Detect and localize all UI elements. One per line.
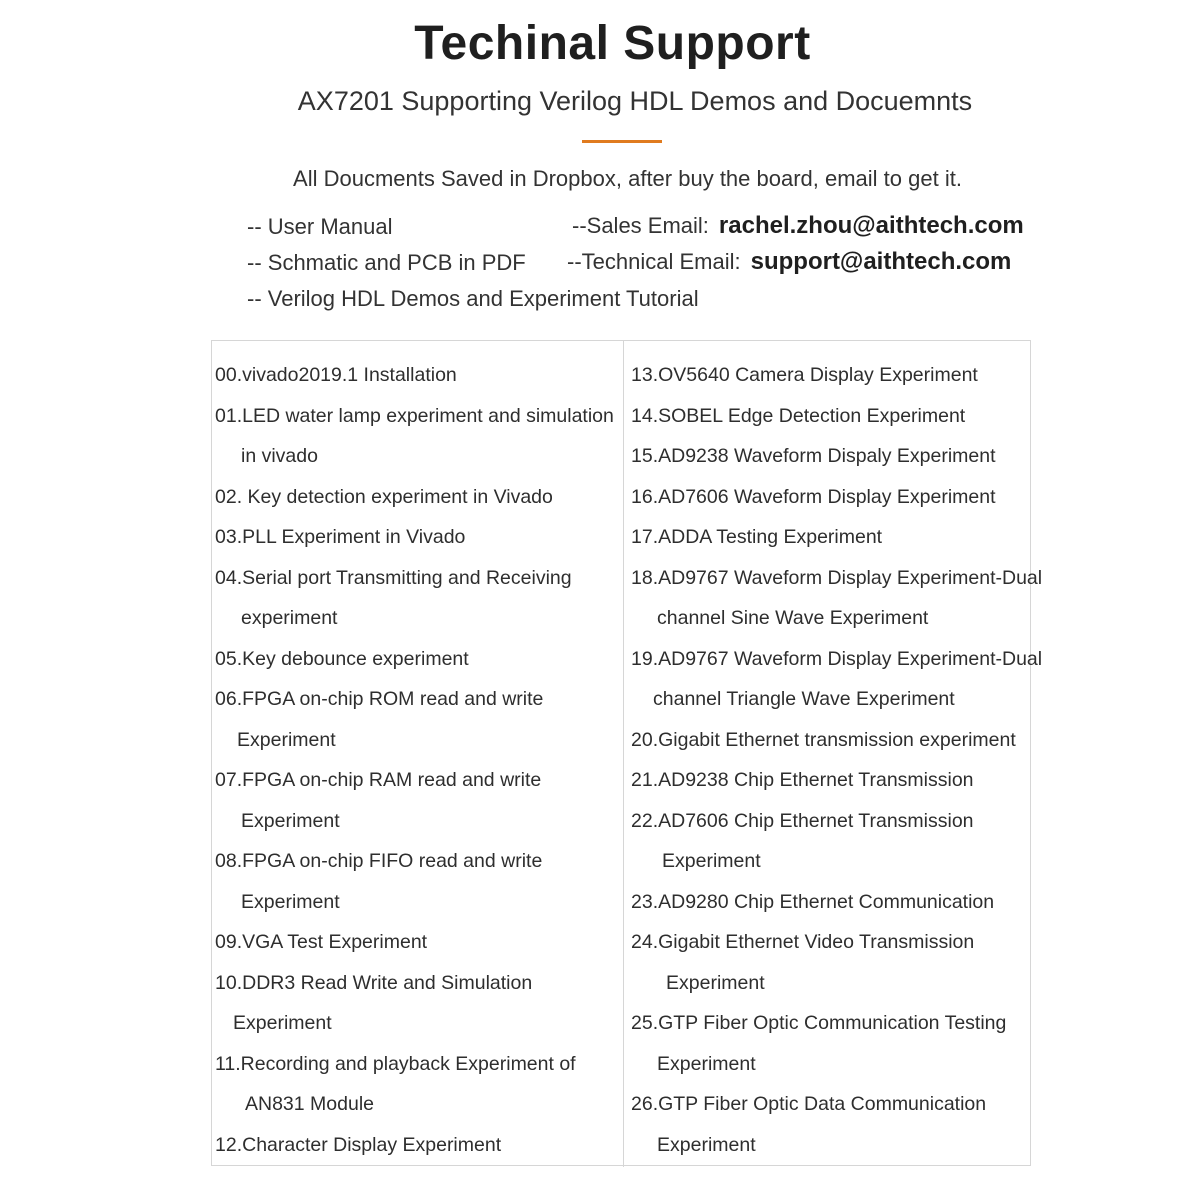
demo-item-title: 25.GTP Fiber Optic Communication Testing [631,1012,1007,1034]
demo-list-item [215,841,620,922]
demo-item-title: 20.Gigabit Ethernet transmission experiment [631,728,1016,751]
sales-email-address[interactable]: rachel.zhou@aithtech.com [718,212,1024,239]
demo-item-title-continued: Experiment [657,1052,756,1075]
demo-item-title-continued: Experiment [657,1133,756,1156]
demo-list-item [631,517,1031,558]
demo-list-item [631,436,1031,477]
demo-list-item [215,355,620,396]
doc-item-verilog-demos: -- Verilog HDL Demos and Experiment Tutorial [247,286,699,311]
tech-email-address[interactable]: support@aithtech.com [750,248,1012,275]
demo-list-item [215,963,620,1044]
demo-list-item [631,355,1031,396]
demo-list-item [631,760,1031,801]
dropbox-note: All Doucments Saved in Dropbox, after buy the board, email to get it. [293,166,962,191]
demo-item-title: 13.OV5640 Camera Display Experiment [631,364,978,386]
demo-list-item [631,396,1031,437]
demo-item-title: 23.AD9280 Chip Ethernet Communication [631,890,995,913]
demo-item-title: 24.Gigabit Ethernet Video Transmission [631,931,975,953]
demo-column-left [215,355,620,1165]
demo-list-item [215,1044,620,1125]
demo-item-title-continued: Experiment [241,809,340,832]
demo-item-title-continued: Experiment [241,890,340,913]
sales-email-row [572,212,1024,240]
demo-list-item [631,882,1031,923]
demo-item-title-continued: in vivado [241,445,318,467]
demo-list-item [631,639,1043,720]
demo-column-right [631,355,1043,1165]
demo-list-item [215,477,620,518]
doc-item-user-manual: -- User Manual [247,214,393,239]
demo-list-item [631,558,1043,639]
page-title: Techinal Support [414,17,811,70]
demo-list-item [215,639,620,680]
demo-item-title: 01.LED water lamp experiment and simulation [215,404,614,427]
demo-item-title-continued: AN831 Module [245,1093,374,1115]
demo-list-item [631,922,1031,1003]
demo-item-title: 06.FPGA on-chip ROM read and write [215,688,544,710]
demo-item-title: 16.AD7606 Waveform Display Experiment [631,485,996,508]
demo-item-title: 21.AD9238 Chip Ethernet Transmission [631,769,974,791]
demo-list-item [215,396,620,477]
demo-item-title: 17.ADDA Testing Experiment [631,526,883,548]
demo-list-item [631,720,1031,761]
accent-divider [582,140,662,143]
doc-item-schematic-pcb: -- Schmatic and PCB in PDF [247,250,526,275]
demo-item-title-continued: Experiment [237,728,336,751]
demo-list-item [631,1084,1031,1165]
demo-item-title: 00.vivado2019.1 Installation [215,364,457,386]
demo-item-title: 18.AD9767 Waveform Display Experiment-Dual [631,566,1043,589]
demo-list-item [215,760,620,841]
demo-item-title: 15.AD9238 Waveform Dispaly Experiment [631,445,996,467]
demo-item-title: 11.Recording and playback Experiment of [215,1052,576,1075]
demo-item-title: 07.FPGA on-chip RAM read and write [215,769,542,791]
demo-list-item [215,922,620,963]
column-divider [623,341,624,1167]
demo-item-title-continued: Experiment [233,1012,332,1034]
demo-item-title: 02. Key detection experiment in Vivado [215,485,553,508]
demo-list-item [215,558,620,639]
page-subtitle: AX7201 Supporting Verilog HDL Demos and Docuemnts [297,86,973,116]
demo-list-item [215,1125,620,1166]
demo-list-item [631,477,1031,518]
demo-list-item [215,679,620,760]
demo-item-title: 26.GTP Fiber Optic Data Communication [631,1093,987,1115]
demo-item-title: 10.DDR3 Read Write and Simulation [215,971,533,994]
demo-item-title-continued: Experiment [662,850,761,872]
demo-item-title-continued: experiment [241,607,338,629]
demo-item-title: 03.PLL Experiment in Vivado [215,526,466,548]
demo-item-title: 04.Serial port Transmitting and Receiving [215,566,572,589]
demo-item-title: 12.Character Display Experiment [215,1133,502,1156]
demo-item-title-continued: channel Triangle Wave Experiment [653,688,955,710]
sales-email-label: --Sales Email: [572,213,709,238]
demo-list-item [215,517,620,558]
demo-item-title: 09.VGA Test Experiment [215,931,428,953]
demo-item-title-continued: Experiment [666,971,765,994]
demo-item-title: 05.Key debounce experiment [215,647,469,670]
demo-item-title-continued: channel Sine Wave Experiment [657,607,929,629]
demo-list-item [631,1003,1031,1084]
demo-item-title: 14.SOBEL Edge Detection Experiment [631,404,966,427]
tech-email-label: --Technical Email: [567,249,741,274]
demo-list-item [631,801,1031,882]
demo-item-title: 19.AD9767 Waveform Display Experiment-Dual [631,647,1043,670]
tech-email-row [567,248,1011,276]
demo-table [211,340,1043,1166]
demo-item-title: 08.FPGA on-chip FIFO read and write [215,850,543,872]
demo-item-title: 22.AD7606 Chip Ethernet Transmission [631,809,974,832]
